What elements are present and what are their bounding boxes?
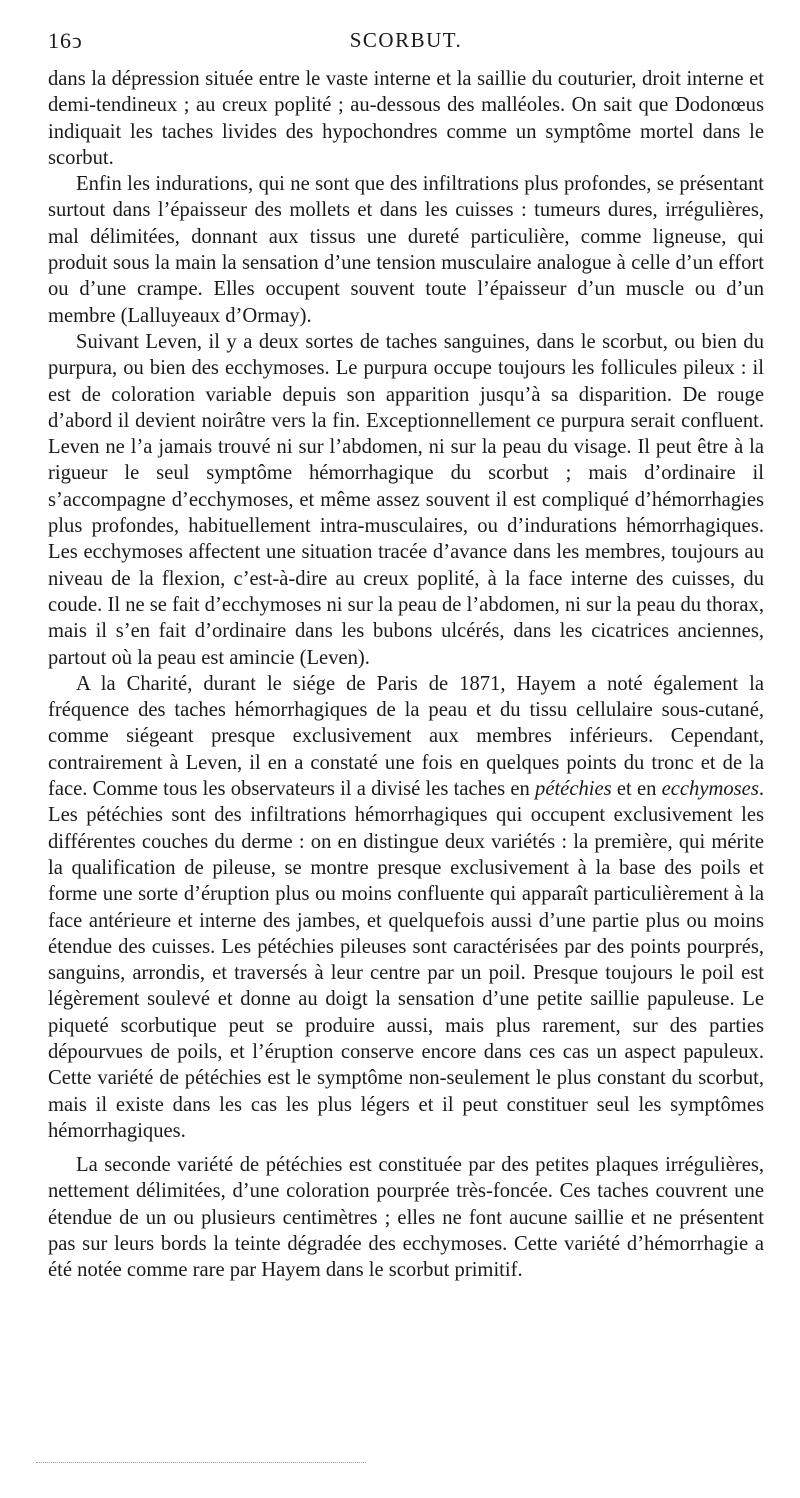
paragraph-hayem-text-start: A la Charité, durant le siége de Paris de 1871, Hayem a noté également la fréquence des taches hémorrhagiques de la peau et du tissu cellulaire sous-cutané, comme siégeant presque exclusivement aux membres inférieurs. Cependant, contrairement à Leven, il en a constaté une fois en quelques points du tronc et de la face. Comme tous les observateurs il a divisé les taches en <box>48 672 764 801</box>
paragraph-hayem-text-end: . Les pétéchies sont des infiltrations hémorrhagiques qui occupent exclusivement les différentes couches du derme : on en distingue deux variétés : la première, qui mérite la qualification de pileuse, se montre presque exclusivement à la base des poils et forme une sorte d’éruption plus ou moins confluente qui apparaît particulièrement à la face antérieure et interne des jambes, et quelquefois aussi d’une partie plus ou moins étendue des cuisses. Les pétéchies pileuses sont caractérisées par des points pourprés, sanguins, arrondis, et traversés à leur centre par un poil. Presque toujours le poil est légèrement soulevé et donne au doigt la sensation d’une petite saillie papuleuse. Le piqueté scorbutique peut se produire aussi, mais plus rarement, sur des parties dépourvues de poils, et l’éruption conserve encore dans ces cas un aspect papuleux. Cette variété de pétéchies est le symptôme non-seulement le plus constant du scorbut, mais il existe dans les cas les plus légers et il peut constituer seul les symptômes hémorrhagiques. <box>48 778 764 1142</box>
paragraph-hayem <box>48 671 764 1144</box>
footer-rule <box>36 1462 366 1463</box>
paragraph-continuation: dans la dépression située entre le vaste interne et la saillie du couturier, droit interne et demi-tendineux ; au creux poplité ; au-dessous des malléoles. On sait que Dodonœus indiquait les taches livides des hypochondres comme un symptôme mortel dans le scorbut. <box>48 68 764 169</box>
paragraph-seconde-variete: La seconde variété de pétéchies est constituée par des petites plaques irrégulières, nettement délimitées, d’une coloration pourprée très-foncée. Ces taches couvrent une étendue de un ou plusieurs centimètres ; elles ne font aucune saillie et ne présentent pas sur leurs bords la teinte dégradée des ecchymoses. Cette variété d’hémorrhagie a été notée comme rare par Hayem dans le scorbut primitif. <box>48 1154 764 1282</box>
term-ecchymoses: ecchymoses <box>661 778 759 801</box>
paragraph-indurations: Enfin les indurations, qui ne sont que des infiltrations plus profondes, se présentant surtout dans l’épaisseur des mollets et dans les cuisses : tumeurs dures, irrégulières, mal délimitées, donnant aux tissus une dureté particulière, comme ligneuse, qui produit sous la main la sensation d’une tension musculaire analogue à celle d’un effort ou d’une crampe. Elles occupent souvent toute l’épaisseur d’un muscle ou d’un membre (Lalluyeaux d’Ormay). <box>48 173 764 327</box>
page-number: 16ͻ <box>48 28 83 53</box>
running-head <box>48 28 764 54</box>
body-text <box>48 66 764 1284</box>
running-title: SCORBUT. <box>349 28 463 52</box>
term-petechies: pétéchies <box>535 778 612 801</box>
paragraph-hayem-text-middle: et en <box>611 778 662 801</box>
paragraph-leven: Suivant Leven, il y a deux sortes de taches sanguines, dans le scorbut, ou bien du purpura, ou bien des ecchymoses. Le purpura occupe toujours les follicules pileux : il est de coloration variable depuis son apparition jusqu’à sa disparition. De rouge d’abord il devient noirâtre vers la fin. Exceptionnellement ce purpura serait confluent. Leven ne l’a jamais trouvé ni sur l’abdomen, ni sur la peau du visage. Il peut être à la rigueur le seul symptôme hémorrhagique du scorbut ; mais d’ordinaire il s’accompagne d’ecchymoses, et même assez souvent il est compliqué d’hémorrhagies plus profondes, habituellement intra-musculaires, ou d’indurations hémorrhagiques. Les ecchymoses affectent une situation tracée d’avance dans les membres, toujours au niveau de la flexion, c’est-à-dire au creux poplité, à la face interne des cuisses, du coude. Il ne se fait d’ecchymoses ni sur la peau de l’abdomen, ni sur la peau du thorax, mais il s’en fait d’ordinaire dans les bubons ulcérés, dans les cicatrices anciennes, partout où la peau est amincie (Leven). <box>48 330 764 669</box>
